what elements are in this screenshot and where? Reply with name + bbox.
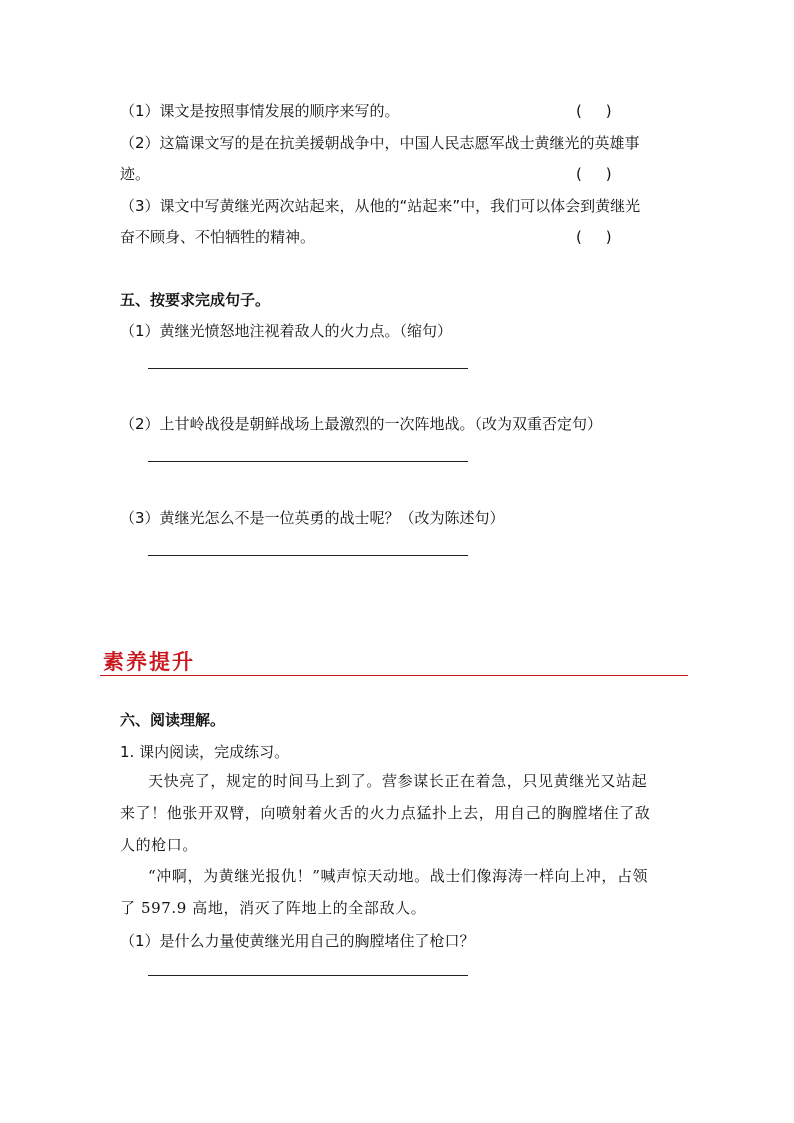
answer-line-6-1[interactable] xyxy=(148,975,468,976)
section5-question-2: （2）上甘岭战役是朝鲜战场上最激烈的一次阵地战。（改为双重否定句） xyxy=(120,415,603,433)
passage-line-3: 人的枪口。 xyxy=(120,836,199,854)
judge-item-1: （1）课文是按照事情发展的顺序来写的。 xyxy=(120,102,400,120)
banner-underline xyxy=(100,675,688,676)
section6-question-1: （1）是什么力量使黄继光用自己的胸膛堵住了枪口？ xyxy=(120,932,475,950)
judge-item-2: （2）这篇课文写的是在抗美援朝战争中，中国人民志愿军战士黄继光的英雄事 xyxy=(120,134,640,152)
section6-subheading: 1. 课内阅读，完成练习。 xyxy=(120,743,290,761)
judge-answer-paren-3[interactable]: ( ) xyxy=(576,228,612,246)
section-banner-title: 素养提升 xyxy=(103,649,195,674)
passage-line-5: 了 597.9 高地，消灭了阵地上的全部敌人。 xyxy=(120,899,427,917)
section5-question-1: （1）黄继光愤怒地注视着敌人的火力点。（缩句） xyxy=(120,322,453,340)
answer-line-5-3[interactable] xyxy=(148,555,468,556)
passage-line-4: “冲啊，为黄继光报仇！”喊声惊天动地。战士们像海涛一样向上冲，占领 xyxy=(148,867,649,885)
judge-answer-paren-2[interactable]: ( ) xyxy=(576,165,612,183)
section5-heading: 五、按要求完成句子。 xyxy=(120,291,271,309)
answer-line-5-1[interactable] xyxy=(148,368,468,369)
answer-line-5-2[interactable] xyxy=(148,461,468,462)
passage-line-2: 来了！他张开双臂，向喷射着火舌的火力点猛扑上去，用自己的胸膛堵住了敌 xyxy=(120,804,651,822)
section6-heading: 六、阅读理解。 xyxy=(120,711,226,729)
judge-item-3-cont: 奋不顾身、不怕牺牲的精神。 xyxy=(120,228,316,246)
judge-item-3: （3）课文中写黄继光两次站起来，从他的“站起来”中，我们可以体会到黄继光 xyxy=(120,197,641,215)
passage-line-1: 天快亮了，规定的时间马上到了。营参谋长正在着急，只见黄继光又站起 xyxy=(148,772,648,790)
judge-item-2-cont: 迹。 xyxy=(120,165,151,183)
section5-question-3: （3）黄继光怎么不是一位英勇的战士呢？（改为陈述句） xyxy=(120,509,505,527)
judge-answer-paren-1[interactable]: ( ) xyxy=(576,102,612,120)
